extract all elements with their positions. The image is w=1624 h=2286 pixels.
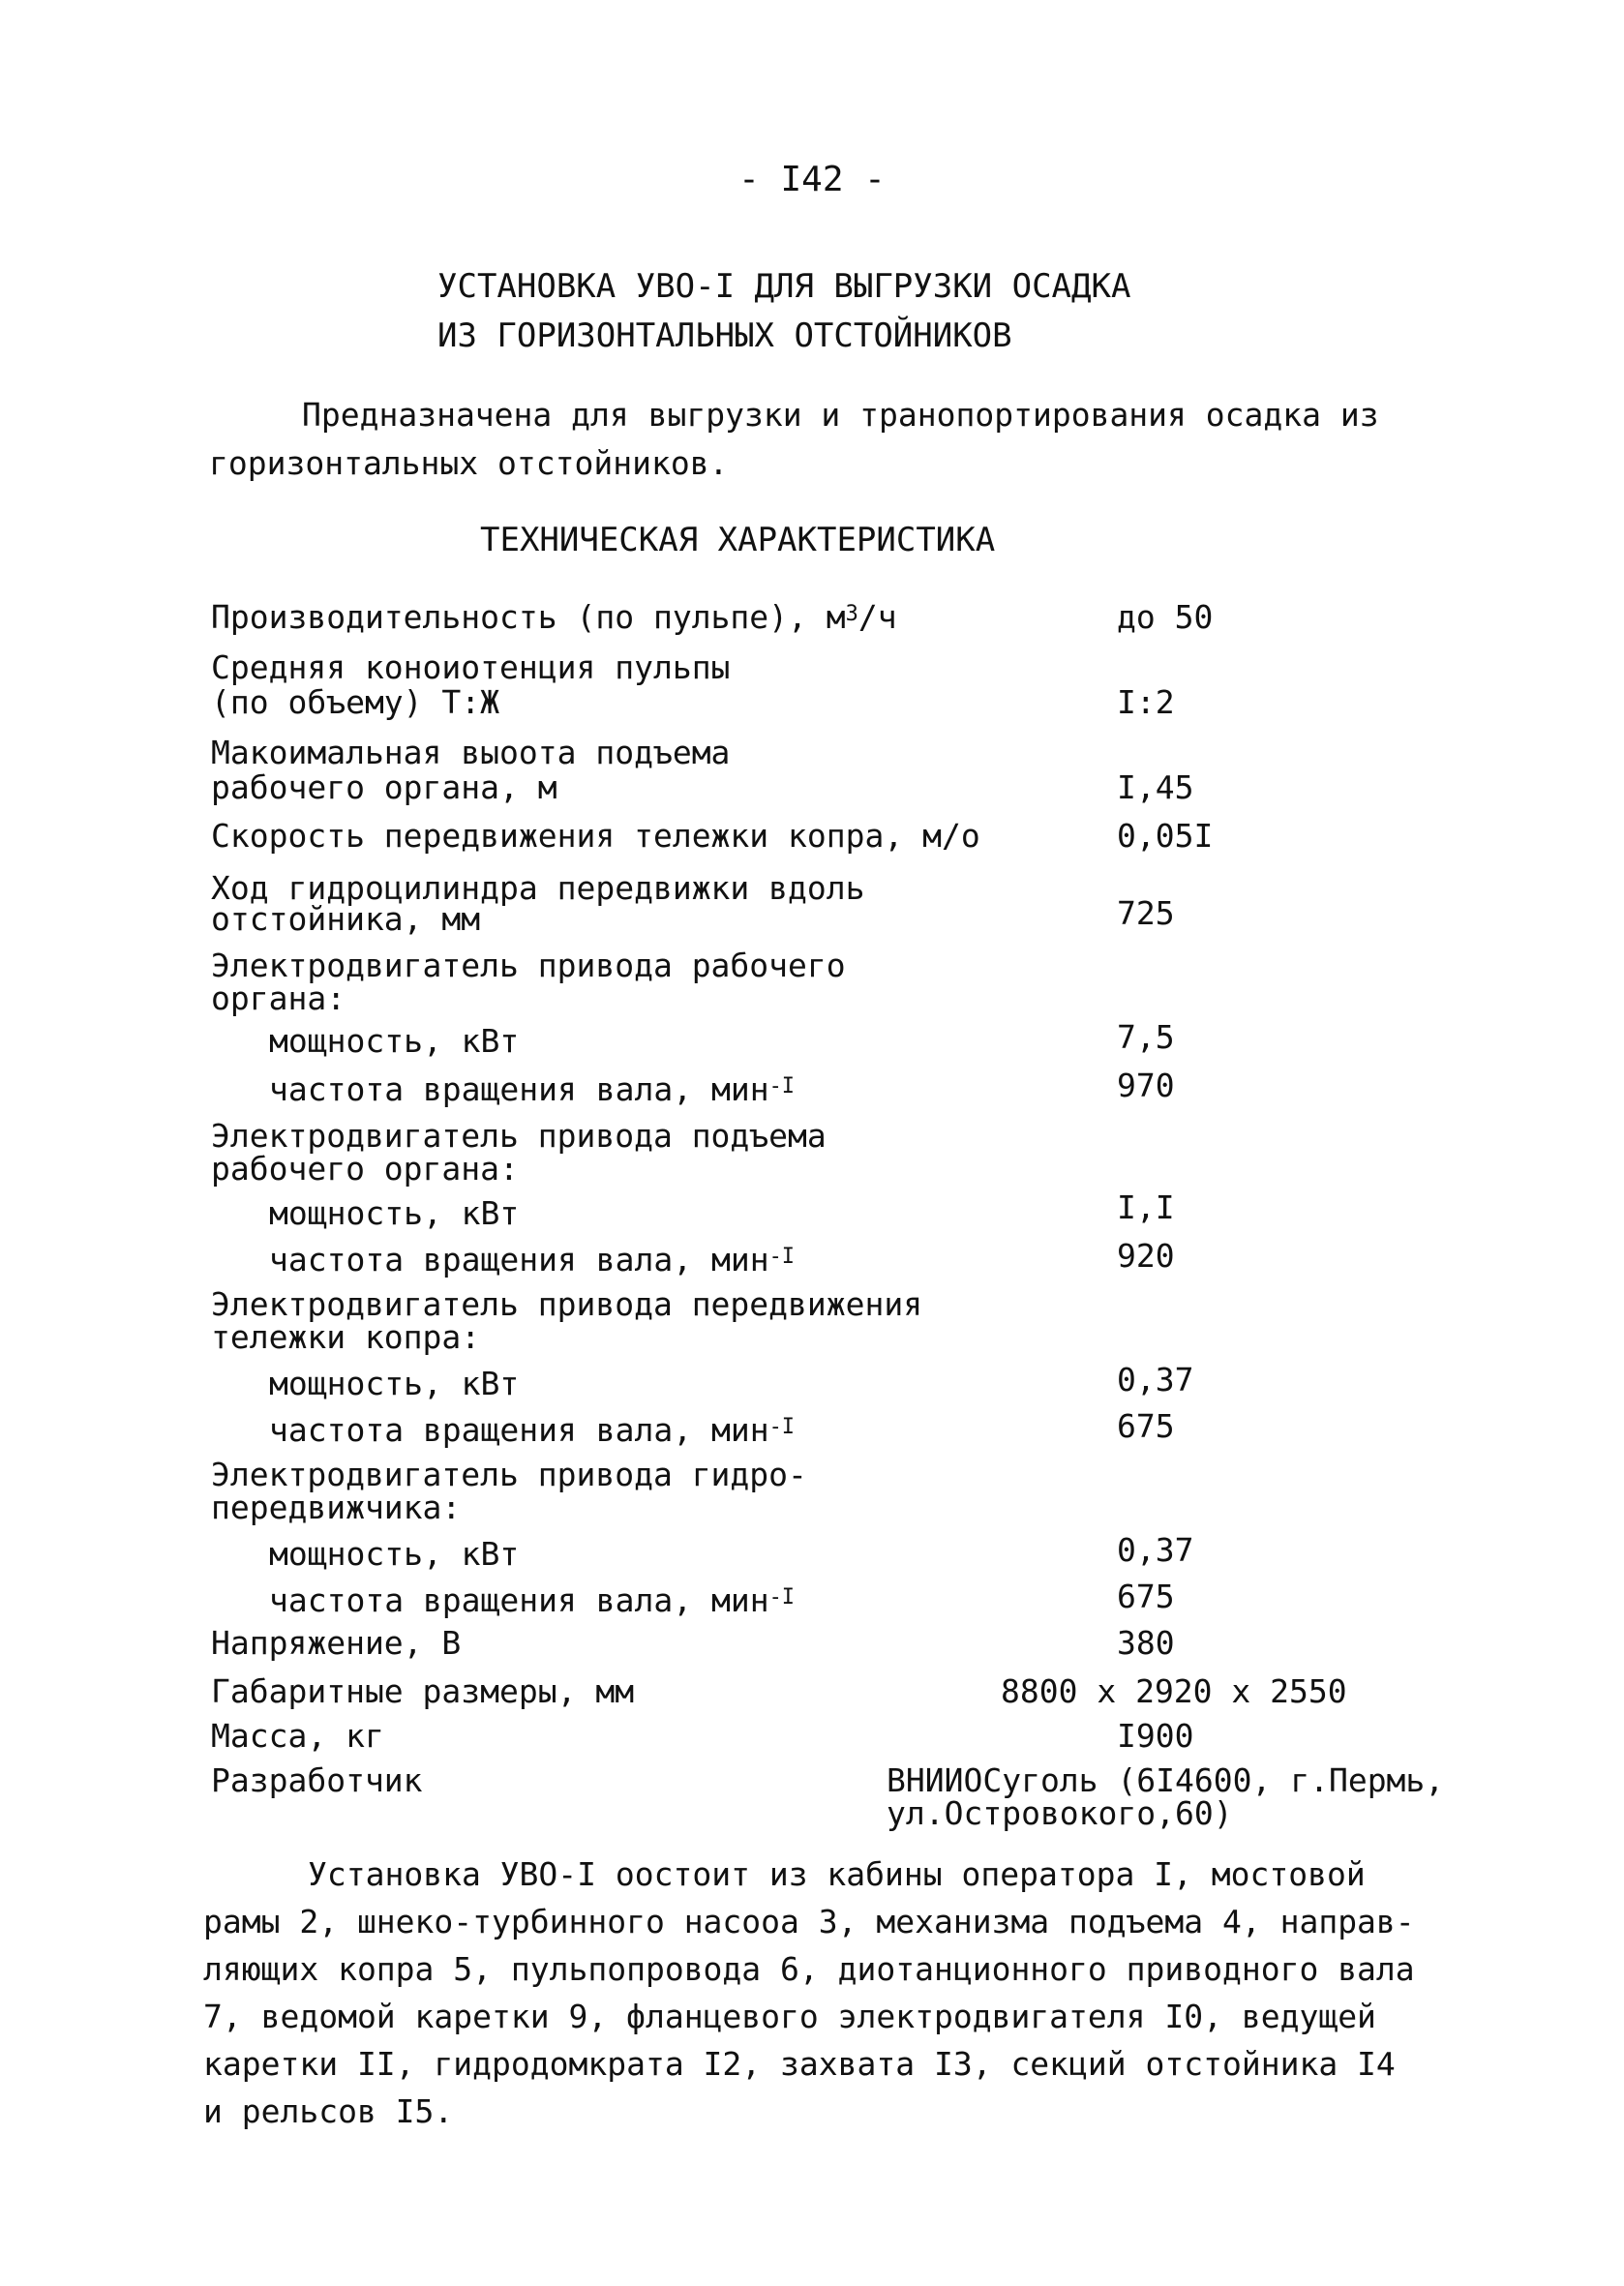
spec-motor-working-power-value: 7,5 — [1117, 1018, 1175, 1056]
spec-motor-lift-speed-value: 920 — [1117, 1237, 1175, 1275]
spec-consistency-label-2: (по объему) Т:Ж — [211, 683, 500, 721]
spec-motor-hydro-power-value: 0,37 — [1117, 1531, 1194, 1569]
spec-lift-height-label-1: Макоимальная выоота подъема — [211, 734, 731, 771]
spec-lift-height-label-2: рабочего органа, м — [211, 768, 557, 806]
spec-motor-trolley-speed-label: частота вращения вала, мин$^{-I}$ — [269, 1411, 796, 1449]
spec-developer-label: Разработчик — [211, 1761, 423, 1799]
spec-motor-working-speed-label: частота вращения вала, мин$^{-I}$ — [269, 1070, 796, 1108]
spec-mass-value: I900 — [1117, 1717, 1194, 1755]
spec-motor-trolley-speed-value: 675 — [1117, 1407, 1175, 1445]
title-line-2: ИЗ ГОРИЗОНТАЛЬНЫХ ОТСТОЙНИКОВ — [437, 316, 1012, 355]
description-line-4: 7, ведомой каретки 9, фланцевого электродвигателя I0, ведущей — [203, 1998, 1376, 2035]
spec-motor-working-label-2: органа: — [211, 979, 346, 1017]
spec-cylinder-stroke-label-2: отстойника, мм — [211, 900, 481, 938]
spec-trolley-speed-value: 0,05I — [1117, 817, 1214, 855]
spec-motor-trolley-label-2: тележки копра: — [211, 1318, 481, 1356]
title-line-1: УСТАНОВКА УВО-I ДЛЯ ВЫГРУЗКИ ОСАДКА — [437, 267, 1131, 306]
spec-consistency-label-1: Средняя коноиотенция пульпы — [211, 648, 731, 686]
spec-motor-lift-power-label: мощность, кВт — [269, 1194, 520, 1232]
spec-motor-working-power-label: мощность, кВт — [269, 1022, 520, 1060]
spec-motor-hydro-label-1: Электродвигатель привода гидро- — [211, 1456, 807, 1493]
spec-mass-label: Масса, кг — [211, 1717, 384, 1755]
spec-developer-value-1: ВНИИОСуголь (6I4600, г.Пермь, — [887, 1761, 1445, 1799]
description-line-3: ляющих копра 5, пульпопровода 6, диотанционного приводного вала — [203, 1950, 1415, 1988]
purpose-line-2: горизонтальных отстойников. — [209, 444, 729, 482]
spec-motor-lift-label-1: Электродвигатель привода подъема — [211, 1117, 827, 1155]
spec-motor-lift-power-value: I,I — [1117, 1188, 1175, 1226]
spec-cylinder-stroke-value: 725 — [1117, 894, 1175, 932]
spec-voltage-value: 380 — [1117, 1624, 1175, 1662]
spec-lift-height-value: I,45 — [1117, 768, 1194, 806]
spec-motor-hydro-power-label: мощность, кВт — [269, 1535, 520, 1573]
purpose-line-1: Предназначена для выгрузки и транопортирования осадка из — [302, 396, 1379, 434]
spec-motor-lift-speed-label: частота вращения вала, мин$^{-I}$ — [269, 1241, 796, 1278]
spec-motor-hydro-speed-label: частота вращения вала, мин$^{-I}$ — [269, 1581, 796, 1619]
spec-motor-trolley-power-label: мощность, кВт — [269, 1365, 520, 1402]
spec-dimensions-label: Габаритные размеры, мм — [211, 1672, 635, 1710]
spec-motor-working-label-1: Электродвигатель привода рабочего — [211, 947, 846, 984]
description-line-6: и рельсов I5. — [203, 2092, 454, 2130]
description-line-5: каретки II, гидродомкрата I2, захвата I3, секций отстойника I4 — [203, 2045, 1396, 2083]
description-line-1: Установка УВО-I оостоит из кабины оператора I, мостовой — [308, 1855, 1366, 1893]
spec-productivity-value: до 50 — [1117, 598, 1214, 636]
spec-voltage-label: Напряжение, В — [211, 1624, 462, 1662]
spec-cylinder-stroke-label-1: Ход гидроцилиндра передвижки вдоль — [211, 869, 865, 907]
spec-productivity-label: Производительность (по пульпе), $м^3/ч$ — [211, 598, 897, 636]
spec-motor-hydro-label-2: передвижчика: — [211, 1489, 462, 1526]
spec-motor-hydro-speed-value: 675 — [1117, 1578, 1175, 1615]
spec-motor-lift-label-2: рабочего органа: — [211, 1150, 519, 1188]
spec-trolley-speed-label: Скорость передвижения тележки копра, м/о — [211, 817, 980, 855]
spec-motor-trolley-power-value: 0,37 — [1117, 1361, 1194, 1399]
spec-developer-value-2: ул.Островокого,60) — [887, 1794, 1233, 1832]
page-number: - I42 - — [738, 160, 886, 199]
spec-motor-working-speed-value: 970 — [1117, 1067, 1175, 1104]
spec-motor-trolley-label-1: Электродвигатель привода передвижения — [211, 1285, 923, 1323]
specs-heading: ТЕХНИЧЕСКАЯ ХАРАКТЕРИСТИКА — [480, 521, 996, 559]
cubic-superscript: 3 — [845, 602, 858, 626]
spec-consistency-value: I:2 — [1117, 683, 1175, 721]
spec-dimensions-value: 8800 x 2920 x 2550 — [1001, 1672, 1347, 1710]
description-line-2: рамы 2, шнеко-турбинного насооа 3, механизма подъема 4, направ- — [203, 1903, 1415, 1940]
